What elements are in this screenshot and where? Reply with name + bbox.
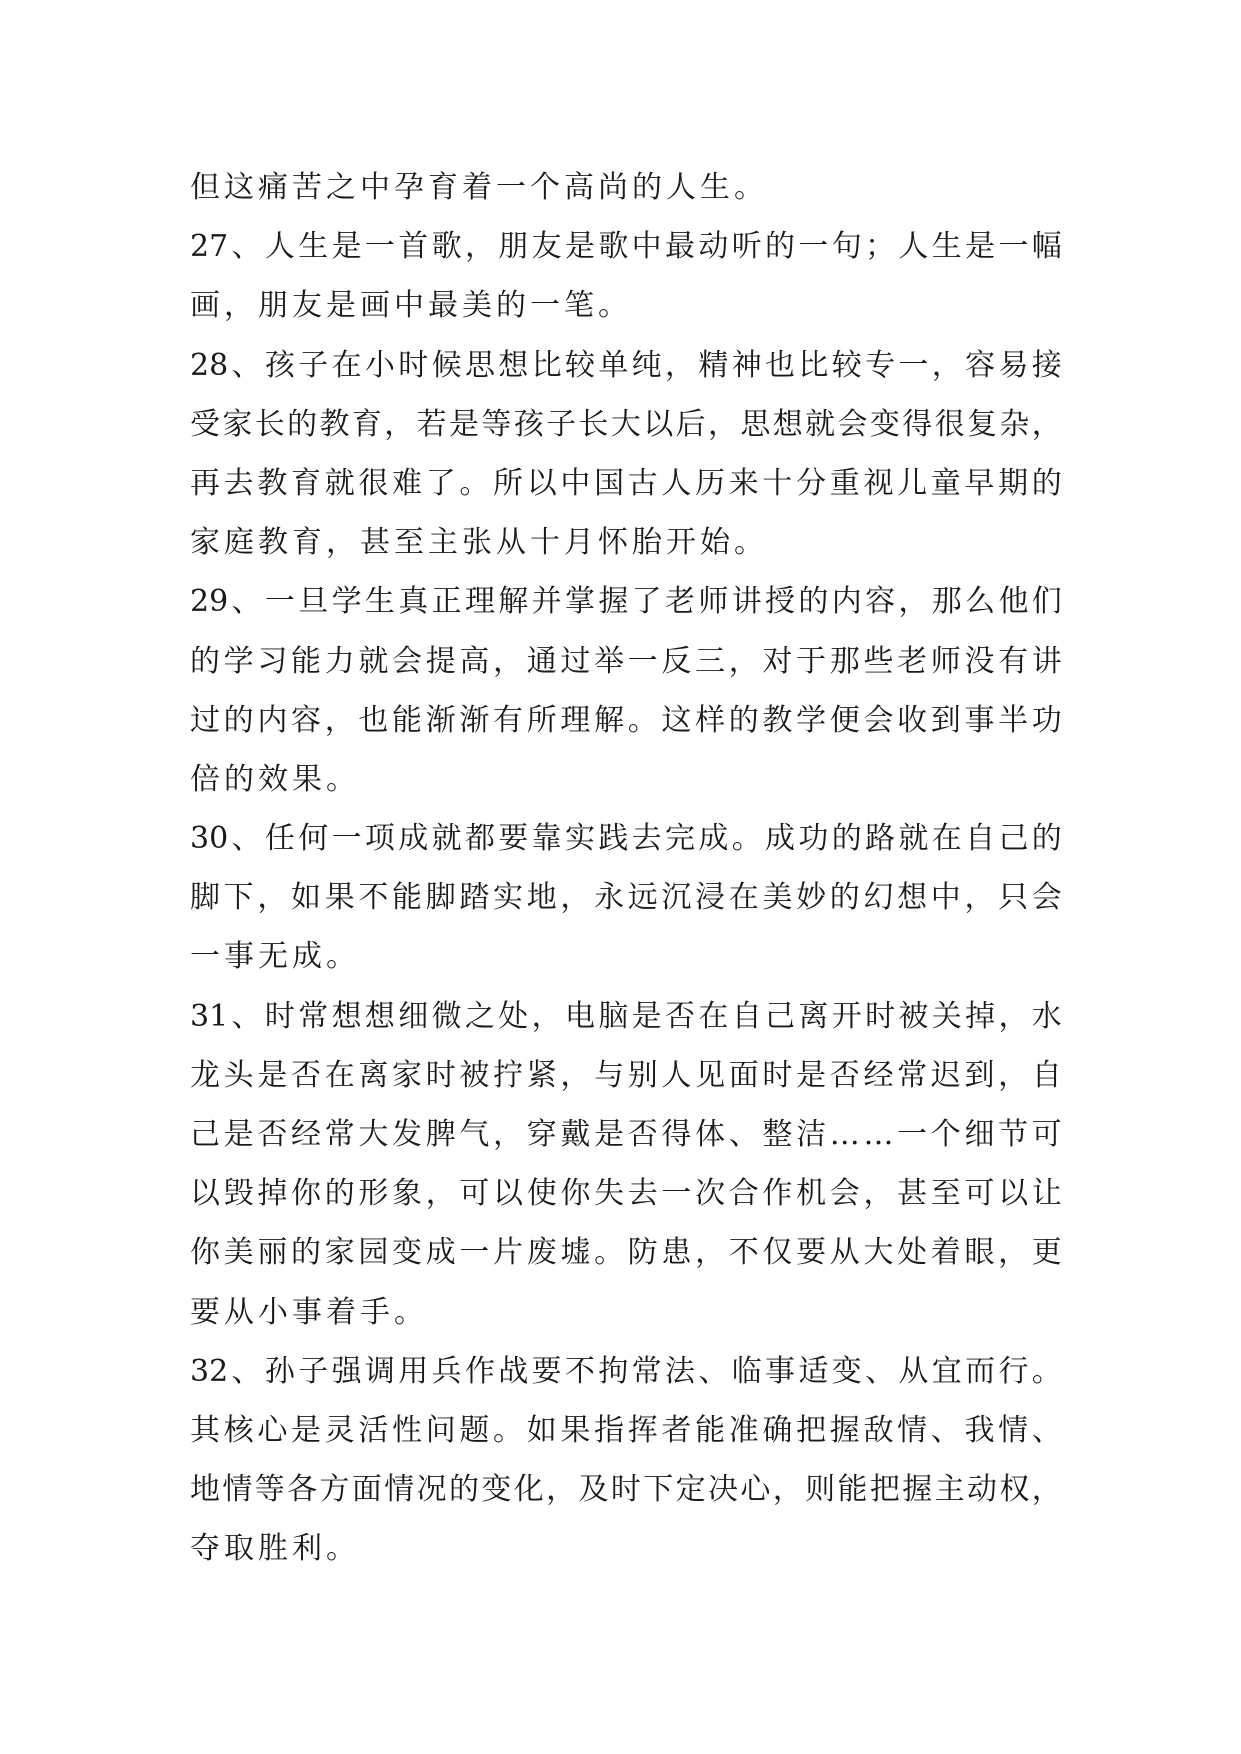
text-line: 一事无成。 xyxy=(190,939,360,975)
text-line: 你 美 丽 的 家 园 变 成 一 片 废 墟 。 防 患 ， 不 仅 要 从 大 处 着 眼 ， 更 xyxy=(190,1235,1062,1271)
text-line: 夺取胜利。 xyxy=(190,1531,360,1567)
text-line: 画，朋友是画中最美的一笔。 xyxy=(190,288,632,324)
text-line: 龙 头 是 否 在 离 家 时 被 拧 紧 ， 与 别 人 见 面 时 是 否 经 常 迟 到 ， 自 xyxy=(190,1057,1062,1093)
text-line: 29 、 一 旦 学 生 真 正 理 解 并 掌 握 了 老 师 讲 授 的 内 容 ， 那 么 他 们 xyxy=(190,584,1062,620)
document-body xyxy=(190,158,1062,1579)
text-line: 其 核 心 是 灵 活 性 问 题 。 如 果 指 挥 者 能 准 确 把 握 敌 情 、 我 情 、 xyxy=(190,1412,1062,1448)
text-line: 脚 下 ， 如 果 不 能 脚 踏 实 地 ， 永 远 沉 浸 在 美 妙 的 幻 想 中 ， 只 会 xyxy=(190,880,1062,916)
text-line: 但这痛苦之中孕育着一个高尚的人生。 xyxy=(190,170,768,205)
text-line: 过 的 内 容 ， 也 能 渐 渐 有 所 理 解 。 这 样 的 教 学 便 会 收 到 事 半 功 xyxy=(190,702,1062,738)
text-line: 28 、 孩 子 在 小 时 候 思 想 比 较 单 纯 ， 精 神 也 比 较 专 一 ， 容 易 接 xyxy=(190,347,1062,383)
text-line: 受 家 长 的 教 育 ， 若 是 等 孩 子 长 大 以 后 ， 思 想 就 会 变 得 很 复 杂 ， xyxy=(190,406,1062,442)
text-line: 要从小事着手。 xyxy=(190,1294,428,1330)
text-line: 32 、 孙 子 强 调 用 兵 作 战 要 不 拘 常 法 、 临 事 适 变 、 从 宜 而 行 。 xyxy=(190,1353,1062,1389)
text-line: 己 是 否 经 常 大 发 脾 气 ， 穿 戴 是 否 得 体 、 整 洁 … … 一 个 细 节 可 xyxy=(190,1117,1062,1152)
text-line: 以 毁 掉 你 的 形 象 ， 可 以 使 你 失 去 一 次 合 作 机 会 ， 甚 至 可 以 让 xyxy=(190,1176,1062,1212)
text-line: 家庭教育，甚至主张从十月怀胎开始。 xyxy=(190,525,768,561)
text-line: 再 去 教 育 就 很 难 了 。 所 以 中 国 古 人 历 来 十 分 重 视 儿 童 早 期 的 xyxy=(190,465,1062,501)
text-line: 地 情 等 各 方 面 情 况 的 变 化 ， 及 时 下 定 决 心 ， 则 能 把 握 主 动 权 ， xyxy=(190,1472,1062,1508)
text-line: 倍的效果。 xyxy=(190,761,360,797)
text-line: 27 、 人 生 是 一 首 歌 ， 朋 友 是 歌 中 最 动 听 的 一 句 ； 人 生 是 一 幅 xyxy=(190,229,1062,265)
text-line: 30 、 任 何 一 项 成 就 都 要 靠 实 践 去 完 成 。 成 功 的 路 就 在 自 己 的 xyxy=(190,821,1062,857)
text-line: 的 学 习 能 力 就 会 提 高 ， 通 过 举 一 反 三 ， 对 于 那 些 老 师 没 有 讲 xyxy=(190,643,1062,679)
text-line: 31 、 时 常 想 想 细 微 之 处 ， 电 脑 是 否 在 自 己 离 开 时 被 关 掉 ， 水 xyxy=(190,998,1062,1034)
